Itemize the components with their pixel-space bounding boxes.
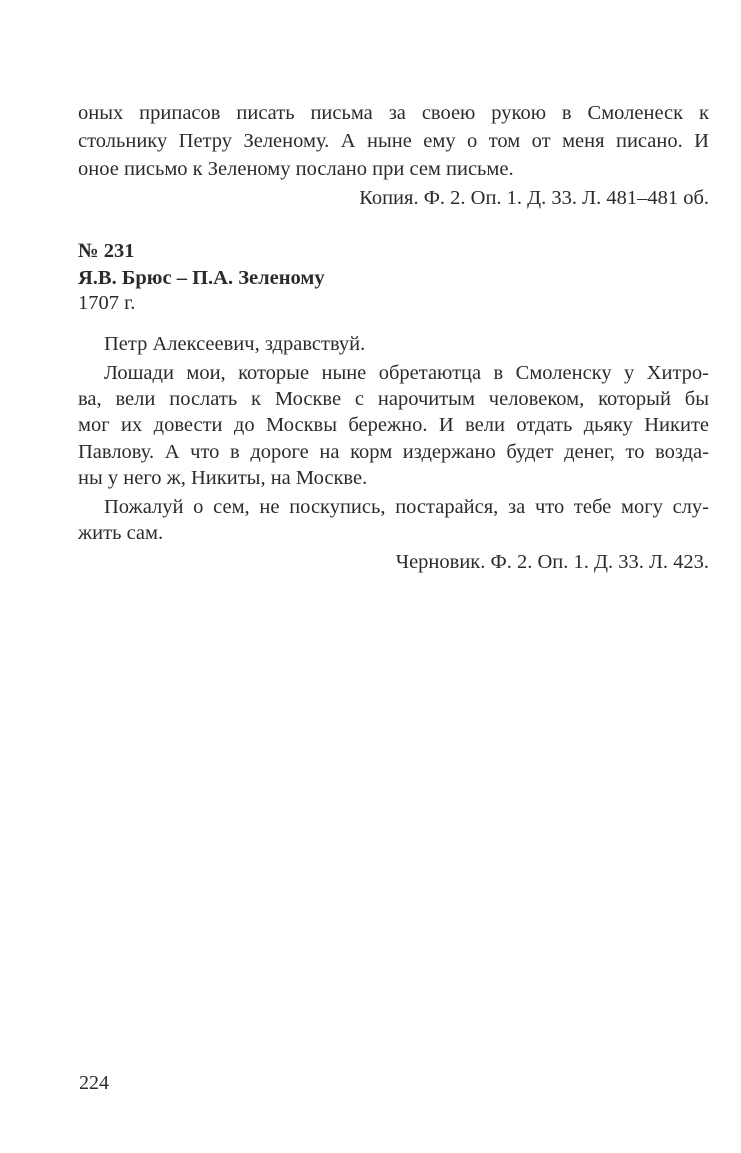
paragraph1-line-5: ны у него ж, Никиты, на Москве. (78, 467, 368, 489)
previous-text-line-2: стольнику Петру Зеленому. А ныне ему о том от меня писано. И (78, 130, 709, 152)
document-number: № 231 (78, 240, 135, 262)
previous-source-note: Копия. Ф. 2. Оп. 1. Д. 33. Л. 481–481 об. (359, 187, 709, 209)
paragraph2-line-1: Пожалуй о сем, не поскупись, постарайся, за что тебе могу слу- (104, 496, 709, 518)
paragraph1-line-3: мог их довести до Москвы бережно. И вели отдать дьяку Никите (78, 414, 709, 436)
paragraph1-line-1: Лошади мои, которые ныне обретаютца в Смоленску у Хитро- (104, 362, 709, 384)
paragraph2-line-2: жить сам. (78, 522, 164, 544)
document-heading: Я.В. Брюс – П.А. Зеленому (78, 267, 325, 289)
document-date: 1707 г. (78, 292, 136, 314)
paragraph1-line-2: ва, вели послать к Москве с нарочитым человеком, который бы (78, 388, 709, 410)
page-number: 224 (79, 1072, 109, 1094)
paragraph1-line-4: Павлову. А что в дороге на корм издержано будет денег, то возда- (78, 441, 709, 463)
letter-greeting: Петр Алексеевич, здравствуй. (104, 333, 366, 355)
previous-text-line-1: оных припасов писать письма за своею рукою в Смоленеск к (78, 102, 709, 124)
previous-text-line-3: оное письмо к Зеленому послано при сем письме. (78, 158, 514, 180)
document-source-note: Черновик. Ф. 2. Оп. 1. Д. 33. Л. 423. (395, 551, 709, 573)
